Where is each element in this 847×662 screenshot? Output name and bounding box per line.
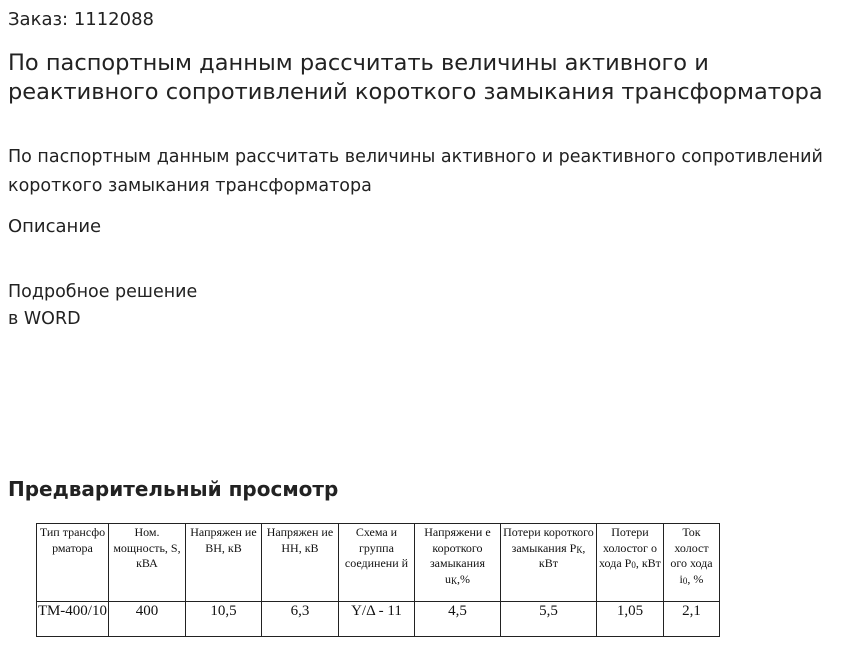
header-pk-unit: , кВт [538,540,586,570]
cell-lv-voltage: 6,3 [261,602,338,637]
header-p0-subscript: 0 [631,560,636,570]
cell-hv-voltage: 10,5 [185,602,261,637]
header-short-circuit-losses [500,524,596,602]
preview-image [36,523,720,637]
header-p0-text: Потери холостог о хода Р [599,525,657,570]
cell-power: 400 [108,602,185,637]
header-uk-unit: ,% [456,571,470,586]
header-lv-voltage: Напряжен ие НН, кВ [261,524,338,602]
table-header-row [37,524,720,602]
header-uk-text: Напряжени е короткого замыкания u [424,525,491,586]
header-no-load-current [663,524,719,602]
cell-no-load-current: 2,1 [663,602,719,637]
header-pk-text: Потери короткого замыкания Р [503,525,594,555]
description-heading: Описание [8,216,102,237]
cell-short-circuit-losses: 5,5 [500,602,596,637]
table-row [37,602,720,637]
header-power: Ном. мощность, S, кВА [108,524,185,602]
cell-type: ТМ-400/10 [37,602,109,637]
header-hv-voltage: Напряжен ие ВН, кВ [185,524,261,602]
cell-scheme: Y/Δ - 11 [338,602,414,637]
header-uk-subscript: К [450,575,457,586]
preview-heading: Предварительный просмотр [8,477,339,501]
page-title: По паспортным данным рассчитать величины активного и реактивного сопротивлений короткого замыкания трансформатора [8,50,823,105]
description-text [8,279,408,333]
header-type: Тип трансфо рматора [37,524,109,602]
page-subtitle: По паспортным данным рассчитать величины активного и реактивного сопротивлений короткого замыкания трансформатора [8,147,823,196]
header-i0-text: Ток холост ого хода i [670,525,713,586]
header-no-load-losses [596,524,663,602]
cell-no-load-losses: 1,05 [596,602,663,637]
description-line-1: Подробное решение [8,282,198,302]
header-i0-unit: , % [687,571,704,586]
transformer-spec-table [36,523,720,637]
header-short-circuit-voltage [414,524,500,602]
order-number: Заказ: 1112088 [8,9,154,30]
header-p0-unit: , кВт [635,556,661,570]
header-pk-subscript: К [576,544,583,555]
header-i0-subscript: 0 [682,575,688,586]
header-scheme: Схема и группа соединени й [338,524,414,602]
description-line-2: в WORD [8,309,81,329]
cell-short-circuit-voltage: 4,5 [414,602,500,637]
